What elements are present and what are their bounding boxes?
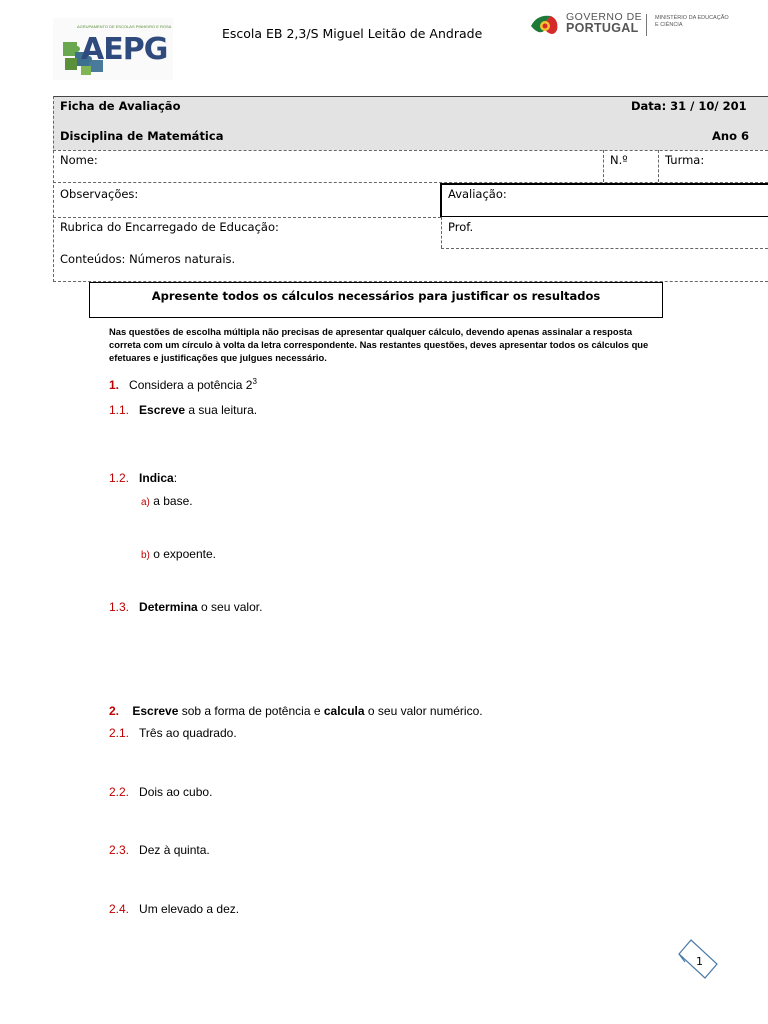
- evaluation-label: Avaliação:: [448, 187, 507, 201]
- question-text: Três ao quadrado.: [139, 726, 237, 740]
- observations-label: Observações:: [60, 187, 139, 201]
- question-text: o seu valor numérico.: [364, 704, 483, 718]
- evaluation-box-border: [440, 183, 442, 217]
- form-line: [658, 150, 659, 182]
- question-verb: Indica: [139, 471, 174, 485]
- question-1-2-a: [141, 494, 193, 508]
- ministry-line1: MINISTÉRIO DA EDUCAÇÃO: [655, 15, 729, 21]
- form-line: [441, 248, 768, 249]
- form-subject: Disciplina de Matemática: [60, 129, 224, 143]
- form-date: Data: 31 / 10/ 201: [631, 99, 747, 113]
- question-text: :: [173, 471, 178, 485]
- question-number: 2.4.: [109, 902, 130, 916]
- instructions-title: Apresente todos os cálculos necessários para justificar os resultados: [151, 289, 601, 303]
- form-line: [53, 150, 768, 151]
- question-number: 1.3.: [109, 600, 130, 614]
- question-text: o seu valor.: [197, 600, 263, 614]
- logo-subtitle: AGRUPAMENTO DE ESCOLAS PINHEIRO E ROSA: [77, 24, 172, 29]
- class-field-label: Turma:: [665, 153, 705, 167]
- exponent: 3: [252, 377, 257, 386]
- name-field-label: Nome:: [60, 153, 98, 167]
- option-text: o expoente.: [149, 547, 216, 561]
- instructions-box: [89, 282, 663, 318]
- question-2-2: [109, 785, 212, 799]
- gov-line1: GOVERNO DE: [566, 11, 643, 23]
- question-number: 2.: [109, 704, 120, 718]
- header-divider: [646, 14, 647, 36]
- form-line: [53, 217, 441, 218]
- question-text: Dois ao cubo.: [139, 785, 213, 799]
- question-number: 2.2.: [109, 785, 130, 799]
- option-text: a base.: [149, 494, 193, 508]
- question-2-1: [109, 726, 237, 740]
- form-line: [441, 217, 442, 248]
- instructions-text: Nas questões de escolha múltipla não precisas de apresentar qualquer cálculo, devendo apenas assinalar a resposta correta com um círculo à volta da letra correspondente. Nas restantes questões, deves apresentar todos os cálculos que efetuares e justificações que julgues necessário.: [109, 326, 649, 363]
- evaluation-box-border: [440, 216, 768, 217]
- form-grade: Ano 6: [712, 129, 749, 143]
- question-1-2: [109, 471, 177, 485]
- question-1: [109, 377, 257, 392]
- question-number: 2.3.: [109, 843, 130, 857]
- question-text: Um elevado a dez.: [139, 902, 240, 916]
- question-number: 1.2.: [109, 471, 130, 485]
- question-verb: Escreve: [132, 704, 179, 718]
- question-text: Considera a potência 2: [129, 378, 253, 392]
- page-number: 1: [696, 955, 703, 968]
- option-letter: a): [141, 497, 150, 508]
- form-title: Ficha de Avaliação: [60, 99, 181, 113]
- number-field-label: N.º: [610, 153, 628, 167]
- guardian-signature-label: Rubrica do Encarregado de Educação:: [60, 220, 279, 234]
- question-1-3: [109, 600, 262, 614]
- question-verb: calcula: [323, 704, 365, 718]
- question-text: sob a forma de potência e: [178, 704, 324, 718]
- question-verb: Escreve: [139, 403, 186, 417]
- government-logo-text: [566, 12, 642, 34]
- question-1-1: [109, 403, 257, 417]
- ministry-name: [655, 15, 729, 29]
- school-logo: [53, 18, 173, 80]
- evaluation-box-border: [440, 183, 768, 185]
- school-name: Escola EB 2,3/S Miguel Leitão de Andrade: [222, 26, 483, 41]
- question-text: a sua leitura.: [185, 403, 258, 417]
- form-border-left: [53, 96, 54, 282]
- question-number: 1.: [109, 378, 120, 392]
- question-2: [109, 704, 483, 718]
- question-2-4: [109, 902, 239, 916]
- question-text: Dez à quinta.: [139, 843, 210, 857]
- ministry-line2: E CIÊNCIA: [655, 22, 683, 28]
- logo-text: AEPG: [81, 32, 168, 67]
- question-number: 2.1.: [109, 726, 130, 740]
- question-verb: Determina: [139, 600, 198, 614]
- question-1-2-b: [141, 547, 216, 561]
- gov-line2: PORTUGAL: [566, 21, 639, 35]
- option-letter: b): [141, 550, 150, 561]
- contents-label: Conteúdos: Números naturais.: [60, 252, 236, 266]
- question-number: 1.1.: [109, 403, 130, 417]
- question-2-3: [109, 843, 210, 857]
- teacher-label: Prof.: [448, 220, 474, 234]
- form-line: [603, 150, 604, 182]
- portugal-emblem-icon: [529, 12, 561, 40]
